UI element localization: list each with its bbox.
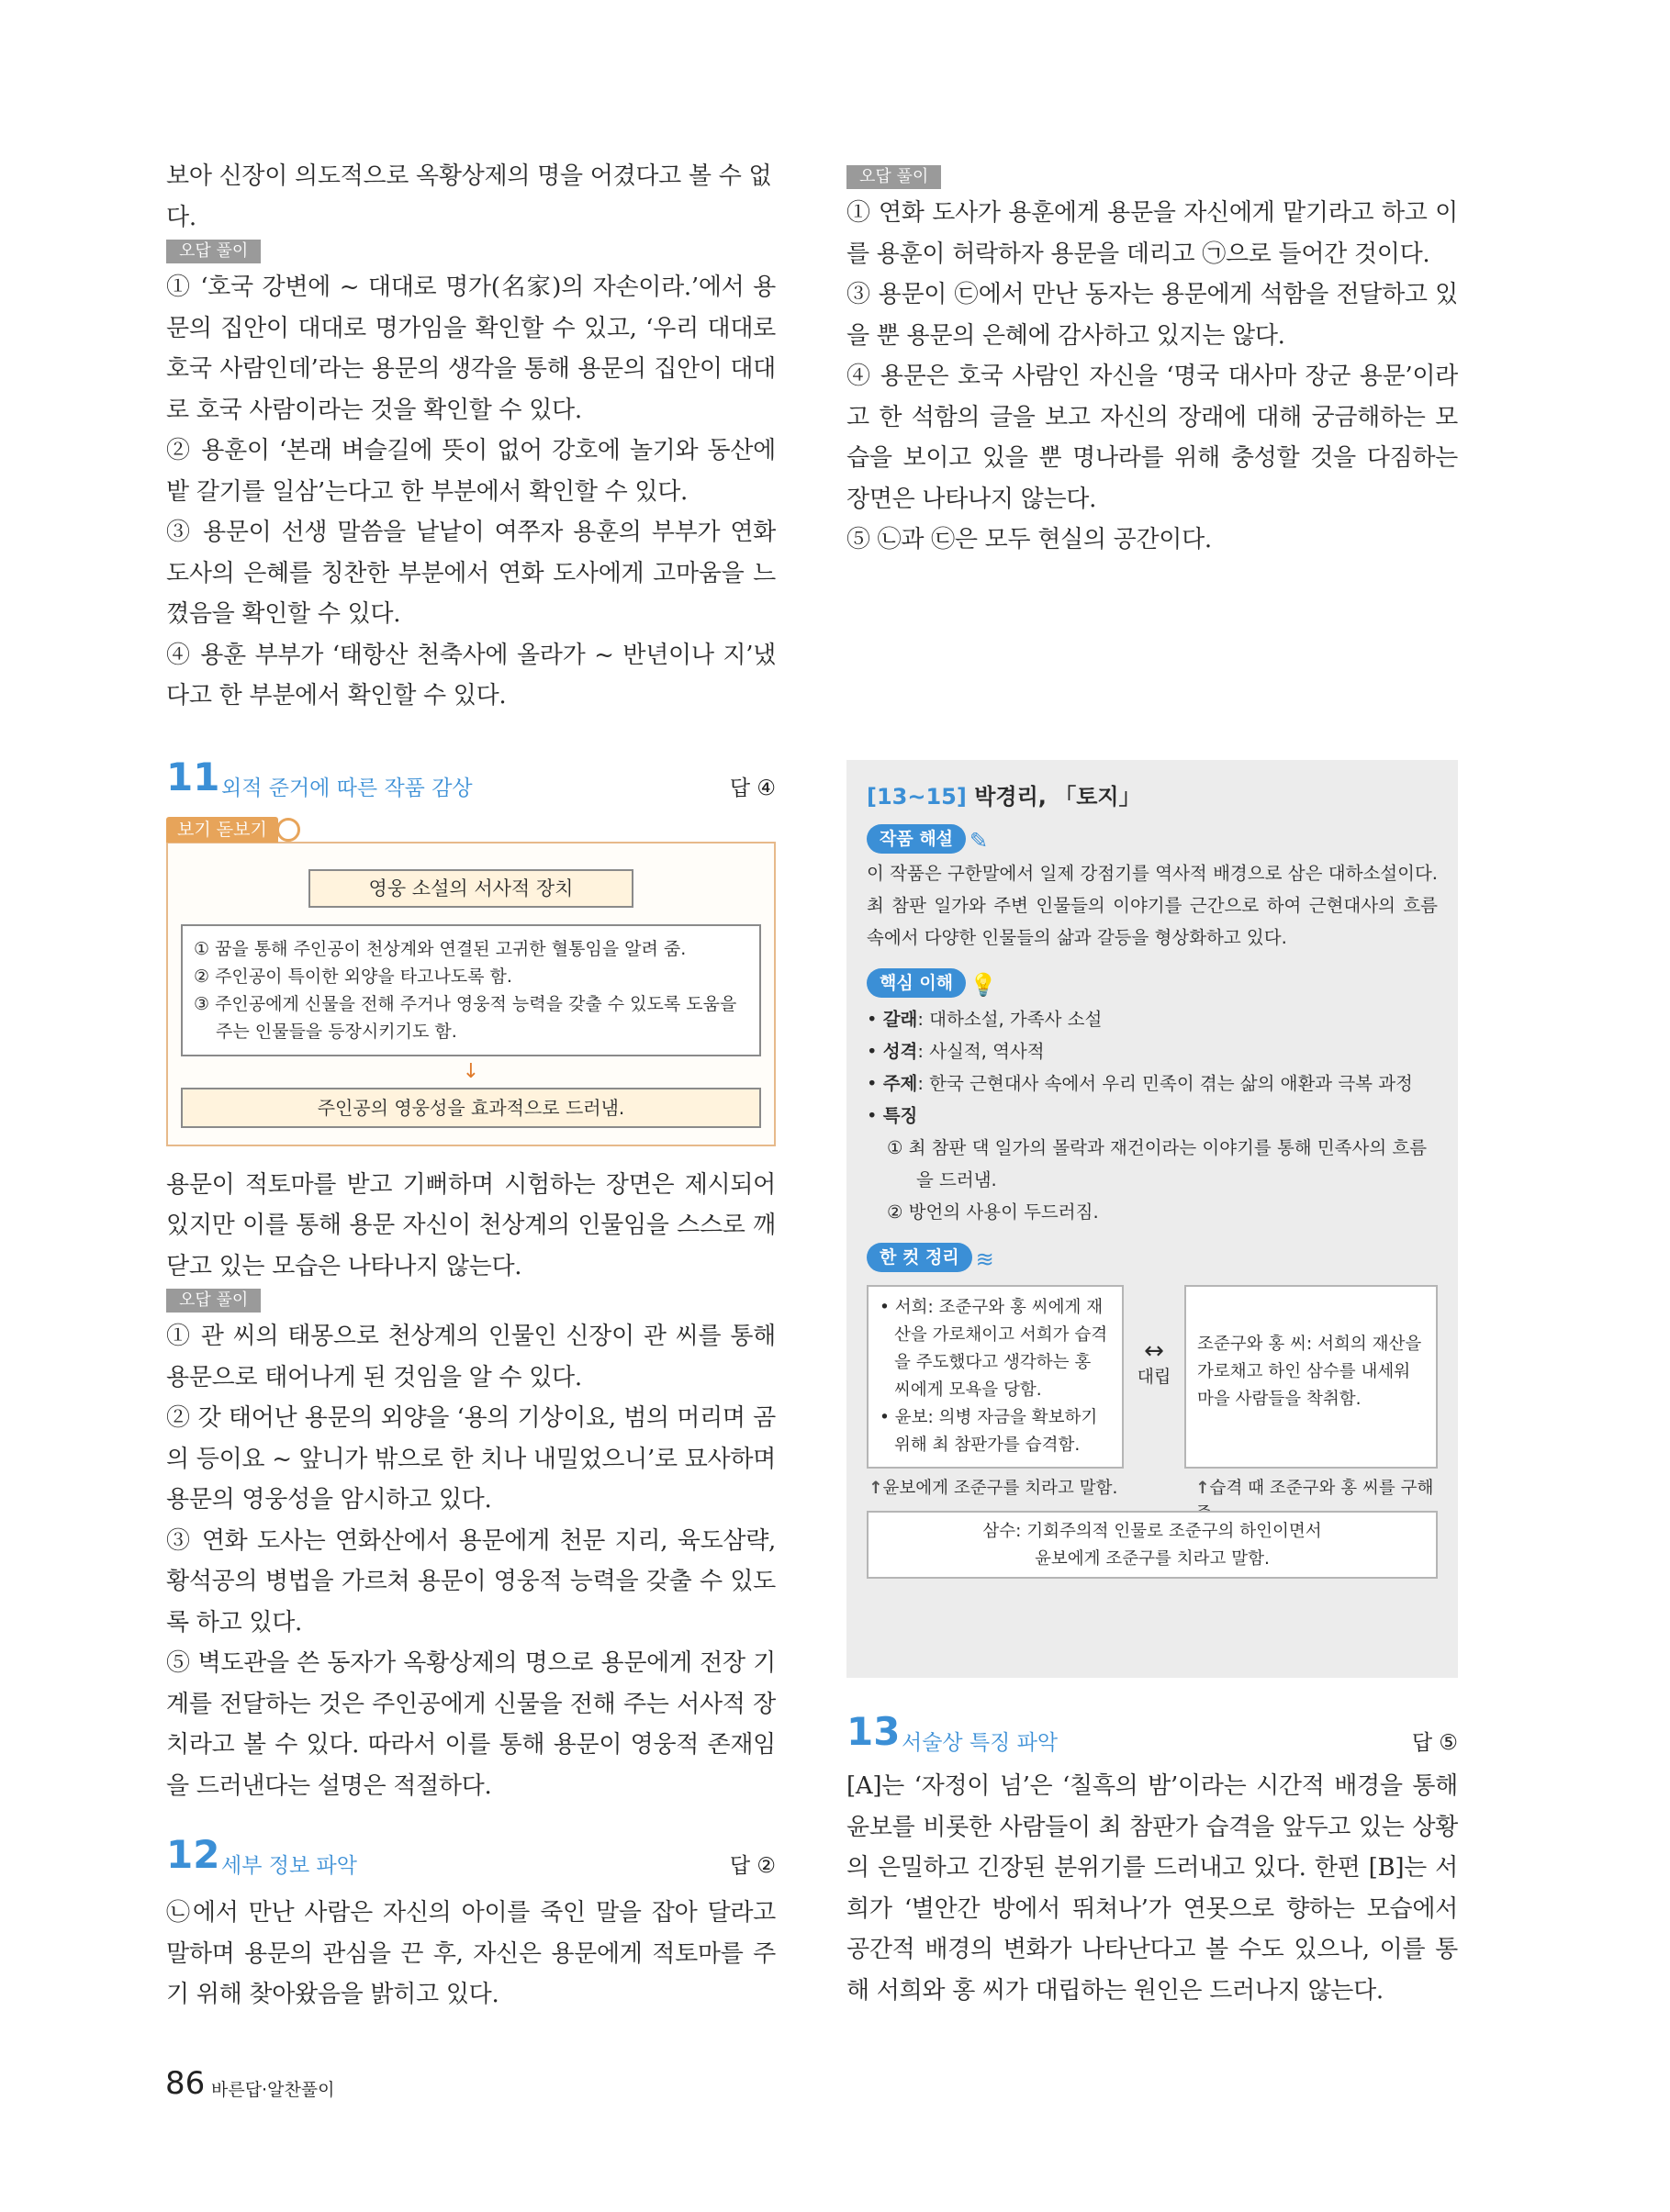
- question-title: 서술상 특징 파악: [902, 1731, 1059, 1755]
- summary-bottom-box: [867, 1511, 1438, 1579]
- question-12: [166, 1832, 776, 2016]
- pill-core-understanding: 핵심 이해: [867, 968, 966, 998]
- left-item-1: ① ‘호국 강변에 ~ 대대로 명가(名家)의 자손이라.’에서 용문의 집안이 대대로 명가임을 확인할 수 있고, ‘우리 대대로 호국 사람인데’라는 용문의 생각을 통해 용문의 집안이 대대로 호국 사람이라는 것을 확인할 수 있다.: [166, 274, 776, 424]
- notes-icon: ≋: [975, 1246, 994, 1272]
- bogi-title: 영웅 소설의 서사적 장치: [308, 869, 633, 908]
- note-right-text: 습격 때 조준구와 홍 씨를 구해: [1209, 1479, 1434, 1498]
- genre-value: : 대하소설, 가족사 소설: [917, 1009, 1103, 1030]
- feature-key: 특징: [882, 1105, 918, 1126]
- summary-right-box: [1184, 1285, 1438, 1469]
- question-11-header: [166, 754, 776, 810]
- right-item-1: ① 연화 도사가 용훈에게 용문을 자신에게 맡기라고 하고 이를 용훈이 허락하자 용문을 데리고 ㉠으로 들어간 것이다.: [846, 199, 1458, 268]
- bogi-result: 주인공의 영웅성을 효과적으로 드러냄.: [181, 1088, 761, 1128]
- arrow-up-icon: ↑: [869, 1479, 883, 1498]
- bogi-item: ① 꿈을 통해 주인공이 천상계와 연결된 고귀한 혈통임을 알려 줌.: [194, 938, 687, 959]
- core-list: [867, 1003, 1438, 1228]
- work-commentary: 이 작품은 구한말에서 일제 강점기를 역사적 배경으로 삼은 대하소설이다. 최 참판 일가와 주변 인물들의 이야기를 근간으로 하여 근현대사의 흐름 속에서 다양한 인물들의 삶과 갈등을 형상화하고 있다.: [867, 863, 1438, 948]
- work-title: 박경리, 「토지」: [974, 784, 1141, 810]
- character-value: : 사실적, 역사적: [917, 1041, 1045, 1062]
- answer-label: 답 ④: [729, 776, 776, 800]
- q11-item-1: ① 관 씨의 태몽으로 천상계의 인물인 신장이 관 씨를 통해 용문으로 태어나게 된 것임을 알 수 있다.: [166, 1323, 776, 1391]
- feature-1: ① 최 참판 댁 일가의 몰락과 재건이라는 이야기를 통해 민족사의 흐름을 드러냄.: [887, 1137, 1428, 1190]
- question-11: [166, 754, 776, 1806]
- bogi-item: ② 주인공이 특이한 외양을 타고나도록 함.: [194, 966, 512, 987]
- lightbulb-icon: 💡: [969, 971, 997, 998]
- summary-jojungu-text: 조준구와 홍 씨: 서희의 재산을 가로채고 하인 삼수를 내세워 마을 사람들을 착취함.: [1197, 1335, 1422, 1409]
- theme-value: : 한국 근현대사 속에서 우리 민족이 겪는 삶의 애환과 극복 과정: [917, 1073, 1413, 1094]
- pill-one-cut-summary: 한 컷 정리: [867, 1243, 972, 1272]
- genre-key: 갈래: [882, 1009, 918, 1030]
- bogi-box: [166, 817, 776, 1146]
- bogi-label: 보기 돋보기: [166, 817, 278, 843]
- magnifier-icon: [276, 818, 300, 842]
- question-number: 12: [166, 1832, 220, 1877]
- q11-item-2: ② 갓 태어난 용문의 외양을 ‘용의 기상이요, 범의 머리며 곰의 등이요 ~ 앞니가 밖으로 한 치나 내밀었으니’로 묘사하며 용문의 영웅성을 암시하고 있다.: [166, 1404, 776, 1514]
- summary-seohui-text: 서희: 조준구와 홍 씨에게 재산을 가로채이고 서희가 습격을 주도했다고 생각하는 홍 씨에게 모욕을 당함.: [894, 1298, 1108, 1400]
- summary-samsu-2: 윤보에게 조준구를 치라고 말함.: [1035, 1549, 1270, 1569]
- left-item-3: ③ 용문이 선생 말씀을 낱낱이 여쭈자 용훈의 부부가 연화 도사의 은혜를 칭찬한 부분에서 연화 도사에게 고마움을 느꼈음을 확인할 수 있다.: [166, 519, 776, 628]
- question-12-header: [166, 1832, 776, 1887]
- q11-explain: 용문이 적토마를 받고 기뻐하며 시험하는 장면은 제시되어 있지만 이를 통해 용문 자신이 천상계의 인물임을 스스로 깨닫고 있는 모습은 나타나지 않는다.: [166, 1170, 776, 1280]
- question-13-header: [846, 1709, 1458, 1764]
- left-intro-text: 보아 신장이 의도적으로 옥황상제의 명을 어겼다고 볼 수 없다.: [166, 162, 772, 231]
- feature-row: • 특징: [867, 1105, 918, 1126]
- character-key: 성격: [882, 1041, 918, 1062]
- pill-work-commentary: 작품 해설: [867, 824, 966, 854]
- theme-row: • 주제: 한국 근현대사 속에서 우리 민족이 겪는 삶의 애환과 극복 과정: [867, 1073, 1413, 1094]
- q12-explain: ㉡에서 만난 사람은 자신의 아이를 죽인 말을 잡아 달라고 말하며 용문의 관심을 끈 후, 자신은 용문에게 적토마를 주기 위해 찾아왔음을 밝히고 있다.: [166, 1899, 776, 2008]
- work-heading: [867, 780, 1438, 813]
- bogi-item: ③ 주인공에게 신물을 전해 주거나 영웅적 능력을 갖출 수 있도록 도움을 주는 인물들을 등장시키기도 함.: [194, 993, 737, 1042]
- double-arrow-icon: ↔: [1144, 1337, 1164, 1365]
- feature-2: ② 방언의 사용이 두드러짐.: [887, 1201, 1099, 1223]
- character-row: • 성격: 사실적, 역사적: [867, 1041, 1045, 1062]
- work-info-box: [846, 760, 1458, 1678]
- arrow-up-icon: ↑: [1195, 1479, 1210, 1498]
- book-title: 바른답·알찬풀이: [211, 2080, 335, 2100]
- note-left: [869, 1476, 1117, 1502]
- answer-label: 답 ②: [729, 1854, 776, 1878]
- question-number: 11: [166, 754, 220, 799]
- bogi-list: [181, 924, 761, 1056]
- right-item-4: ④ 용문은 호국 사람인 자신을 ‘명국 대사마 장군 용문’이라고 한 석함의 글을 보고 자신의 장래에 대해 궁금해하는 모습을 보이고 있을 뿐 명나라를 위해 충성할 것을 다짐하는 장면은 나타나지 않는다.: [846, 363, 1458, 513]
- wrong-answer-tag: 오답 풀이: [166, 1289, 261, 1313]
- right-item-5: ⑤ ㉡과 ㉢은 모두 현실의 공간이다.: [846, 526, 1212, 553]
- left-item-4: ④ 용훈 부부가 ‘태항산 천축사에 올라가 ~ 반년이나 지’냈다고 한 부분에서 확인할 수 있다.: [166, 641, 776, 709]
- question-13: [846, 1709, 1458, 2011]
- pencil-icon: ✎: [969, 827, 989, 854]
- right-top-section: [846, 165, 1458, 561]
- genre-row: • 갈래: 대하소설, 가족사 소설: [867, 1009, 1103, 1030]
- wrong-answer-tag: 오답 풀이: [166, 240, 261, 263]
- opposition-marker: [1131, 1338, 1177, 1390]
- left-item-2: ② 용훈이 ‘본래 벼슬길에 뜻이 없어 강호에 놀기와 동산에 밭 갈기를 일삼’는다고 한 부분에서 확인할 수 있다.: [166, 437, 776, 506]
- question-number: 13: [846, 1709, 901, 1754]
- bogi-content: [166, 842, 776, 1146]
- note-left-text: 윤보에게 조준구를 치라고 말함.: [882, 1479, 1118, 1498]
- question-title: 세부 정보 파악: [221, 1854, 357, 1878]
- q11-item-5: ⑤ 벽도관을 쓴 동자가 옥황상제의 명으로 용문에게 전장 기계를 전달하는 것은 주인공에게 신물을 전해 주는 서사적 장치라고 볼 수 있다. 따라서 이를 통해 용문이 영웅적 존재임을 드러낸다는 설명은 적절하다.: [166, 1649, 776, 1800]
- left-top-section: [166, 156, 776, 717]
- summary-diagram: [867, 1285, 1438, 1588]
- question-title: 외적 준거에 따른 작품 감상: [221, 776, 473, 800]
- answer-label: 답 ⑤: [1411, 1731, 1458, 1755]
- q13-explain: [A]는 ‘자정이 넘’은 ‘칠흑의 밤’이라는 시간적 배경을 통해 윤보를 비롯한 사람들이 최 참판가 습격을 앞두고 있는 상황의 은밀하고 긴장된 분위기를 드러내고 있다. 한편 [B]는 서희가 ‘별안간 방에서 뛰쳐나’가 연못으로 향하는 모습에서 공간적 배경의 변화가 나타난다고 볼 수도 있으나, 이를 통해 서희와 홍 씨가 대립하는 원인은 드러나지 않는다.: [846, 1772, 1458, 2005]
- summary-seohui: • 서희: 조준구와 홍 씨에게 재산을 가로채이고 서희가 습격을 주도했다고 생각하는 홍 씨에게 모욕을 당함.: [880, 1298, 1108, 1400]
- q11-item-3: ③ 연화 도사는 연화산에서 용문에게 천문 지리, 육도삼략, 황석공의 병법을 가르쳐 용문이 영웅적 능력을 갖출 수 있도록 하고 있다.: [166, 1526, 776, 1637]
- summary-yunbo: • 윤보: 의병 자금을 확보하기 위해 최 참판가를 습격함.: [880, 1408, 1098, 1455]
- arrow-down-icon: ↓: [462, 1059, 480, 1083]
- wrong-answer-tag: 오답 풀이: [846, 165, 941, 189]
- summary-yunbo-text: 윤보: 의병 자금을 확보하기 위해 최 참판가를 습격함.: [894, 1408, 1098, 1455]
- opposition-label: 대립: [1137, 1367, 1171, 1387]
- summary-samsu-1: 삼수: 기회주의적 인물로 조준구의 하인이면서: [982, 1522, 1322, 1541]
- page-number: 86: [165, 2065, 206, 2102]
- theme-key: 주제: [882, 1073, 918, 1094]
- summary-left-box: [867, 1285, 1124, 1469]
- question-range: [13~15]: [867, 784, 967, 810]
- right-item-3: ③ 용문이 ㉢에서 만난 동자는 용문에게 석함을 전달하고 있을 뿐 용문의 은혜에 감사하고 있지는 않다.: [846, 281, 1458, 350]
